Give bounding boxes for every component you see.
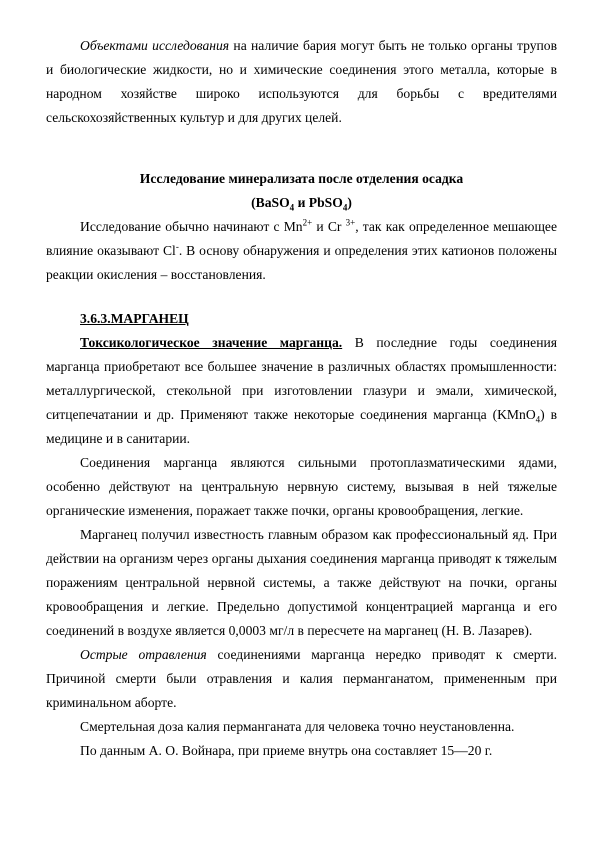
- paragraph-poisons: Соединения марганца являются сильными протоплазматическими ядами, особенно действуют на центральную нервную систему, вызывая в ней тяжелые органические изменения, поражает также почки, органы кровообращения, легкие.: [46, 455, 557, 518]
- paragraph-toxicology: Токсикологическое значение марганца. В последние годы соединения марганца приобретают все большее значение в различных областях промышленности: металлургической, стекольной при изготовлении глазури и эмали, химической, ситцепечатании и др. Применяют также некоторые соединения марганца (KMnO$_4$) в медицине и в санитарии.: [46, 335, 557, 446]
- paragraph-acute: Острые отравления соединениями марганца нередко приводят к смерти. Причиной смерти были отравления и калия перманганатом, примененным при криминальном аборте.: [46, 647, 557, 710]
- section-title: 3.6.3.МАРГАНЕЦ: [80, 311, 189, 326]
- paragraph-objects: [46, 34, 557, 130]
- paragraph-mineralizate: Исследование обычно начинают с $Mn^{2+}$ и Cr $^{3+}$, так как определенное мешающее влияние оказывают Cl-. В основу обнаружения и определения этих катионов положены реакции окисления – восстановления.: [46, 217, 557, 282]
- heading-line-2: (BaSO$_4$ и PbSO$_4$): [251, 195, 352, 213]
- paragraph-voinar: По данным А. О. Войнара, при приеме внутрь она составляет 15—20 г.: [80, 743, 493, 758]
- paragraph-lethal-dose: Смертельная доза калия перманганата для человека точно неустановленна.: [80, 719, 515, 734]
- paragraph-text: на наличие бария могут быть не только органы трупов и биологические жидкости, но и химические соединения этого металла, которые в народном хозяйстве широко используются для борьбы с вредителями сельскохозяйственных культур и для других целей.: [46, 38, 557, 125]
- spacer: [46, 287, 557, 307]
- heading-line-1: Исследование минерализата после отделения осадка: [139, 171, 464, 186]
- section-heading: [46, 167, 557, 215]
- spacer: [46, 130, 557, 167]
- bold-lead: Токсикологическое значение марганца.: [80, 335, 343, 350]
- italic-lead: Объектами исследования: [80, 38, 230, 53]
- italic-lead: Острые отравления: [80, 647, 207, 662]
- paragraph-professional: Марганец получил известность главным образом как профессиональный яд. При действии на организм через органы дыхания соединения марганца приводят к тяжелым поражениям центральной нервной системы, а также действуют на почки, органы кровообращения и легкие. Предельно допустимой концентрацией марганца и его соединений в воздухе является 0,0003 мг/л в пересчете на марганец (Н. В. Лазарев).: [46, 527, 557, 638]
